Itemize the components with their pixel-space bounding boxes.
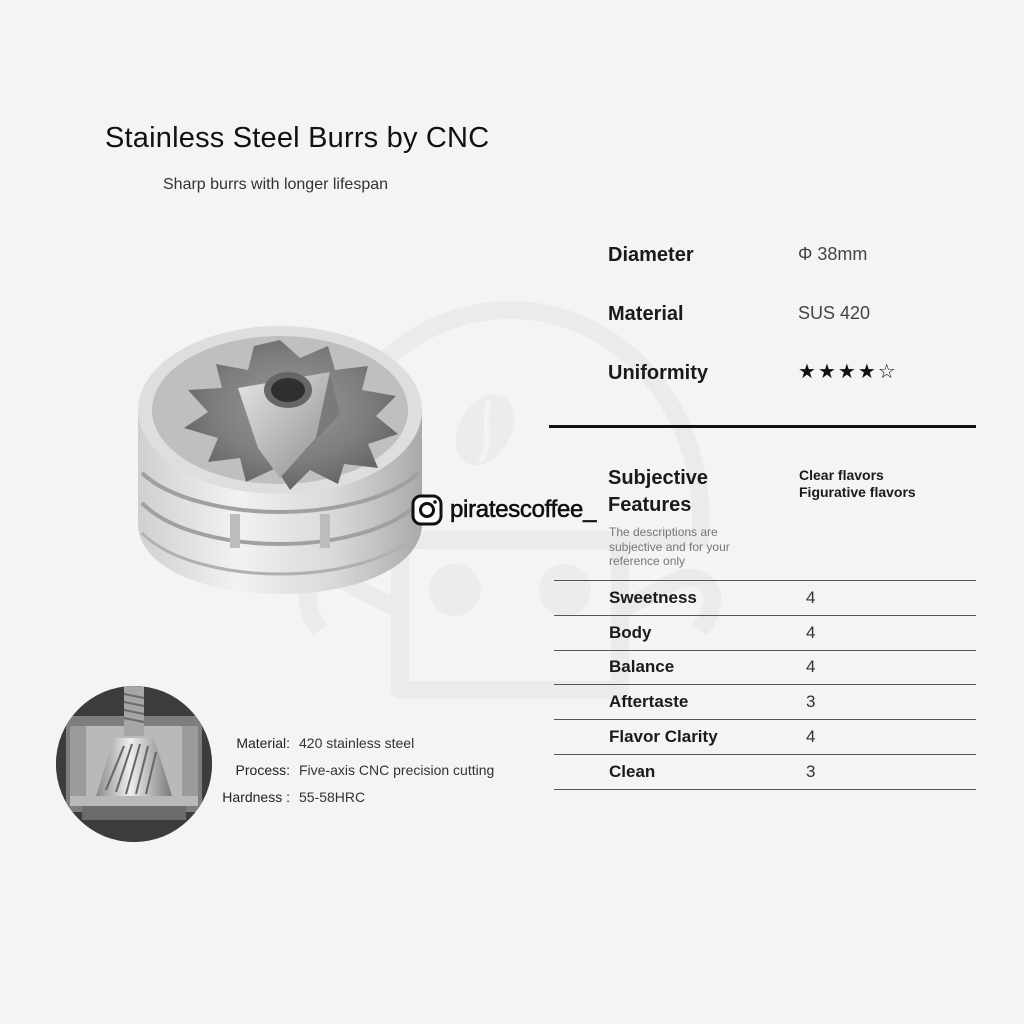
- table-row: [554, 616, 976, 650]
- star-empty-icon: ☆: [877, 361, 898, 383]
- spec-value: Φ 38mm: [798, 244, 868, 264]
- rating-name: Aftertaste: [609, 692, 689, 712]
- spec-label: Uniformity: [608, 362, 708, 384]
- star-filled-icon: ★: [837, 361, 858, 383]
- property-row: [200, 757, 494, 784]
- rating-name: Sweetness: [609, 587, 697, 607]
- property-value: Five-axis CNC precision cutting: [299, 762, 495, 778]
- page-title: Stainless Steel Burrs by CNC: [105, 122, 490, 154]
- burr-cross-section-illustration: [56, 686, 212, 842]
- spec-uniformity: [608, 362, 968, 385]
- table-row: [554, 581, 976, 615]
- spec-diameter: [608, 244, 968, 267]
- property-row: [200, 730, 494, 757]
- section-divider: [549, 425, 976, 428]
- table-divider: [554, 789, 976, 790]
- property-value: 55-58HRC: [299, 789, 366, 805]
- subjective-features-values: [799, 467, 916, 500]
- rating-score: 3: [806, 761, 816, 781]
- property-key: Process:: [235, 762, 290, 778]
- flavor-rating-table: [554, 580, 976, 790]
- property-value: 420 stainless steel: [299, 735, 415, 751]
- rating-score: 4: [806, 727, 816, 747]
- spec-label: Material: [608, 303, 684, 325]
- instagram-handle-text: piratescoffee_: [450, 496, 597, 523]
- rating-score: 4: [806, 622, 816, 642]
- property-key: Hardness :: [222, 789, 290, 805]
- table-row: [554, 755, 976, 789]
- rating-name: Flavor Clarity: [609, 727, 718, 747]
- burr-illustration: [130, 318, 430, 600]
- table-row: [554, 685, 976, 719]
- burr-properties-list: [200, 730, 494, 811]
- star-filled-icon: ★: [817, 361, 838, 383]
- table-row: [554, 720, 976, 754]
- table-row: [554, 651, 976, 685]
- subjective-value: Figurative flavors: [799, 483, 916, 500]
- spec-label: Diameter: [608, 244, 694, 266]
- star-filled-icon: ★: [857, 361, 878, 383]
- grinder-cross-section-image: [56, 686, 212, 842]
- rating-score: 4: [806, 657, 816, 677]
- subjective-features-title: Subjective Features: [608, 467, 709, 516]
- rating-name: Clean: [609, 761, 656, 781]
- property-row: [200, 784, 494, 811]
- uniformity-rating-stars: [798, 362, 898, 385]
- property-key: Material:: [236, 735, 290, 751]
- subjective-features-note: The descriptions are subjective and for your reference only: [609, 525, 730, 568]
- instagram-handle[interactable]: [410, 493, 596, 527]
- instagram-icon: [410, 493, 444, 527]
- rating-name: Body: [609, 622, 652, 642]
- rating-name: Balance: [609, 657, 675, 677]
- subjective-value: Clear flavors: [799, 467, 884, 483]
- star-filled-icon: ★: [798, 361, 818, 383]
- rating-score: 3: [806, 692, 816, 712]
- spec-material: [608, 303, 968, 326]
- page-subtitle: Sharp burrs with longer lifespan: [163, 176, 389, 193]
- rating-score: 4: [806, 587, 816, 607]
- spec-value: SUS 420: [798, 303, 871, 323]
